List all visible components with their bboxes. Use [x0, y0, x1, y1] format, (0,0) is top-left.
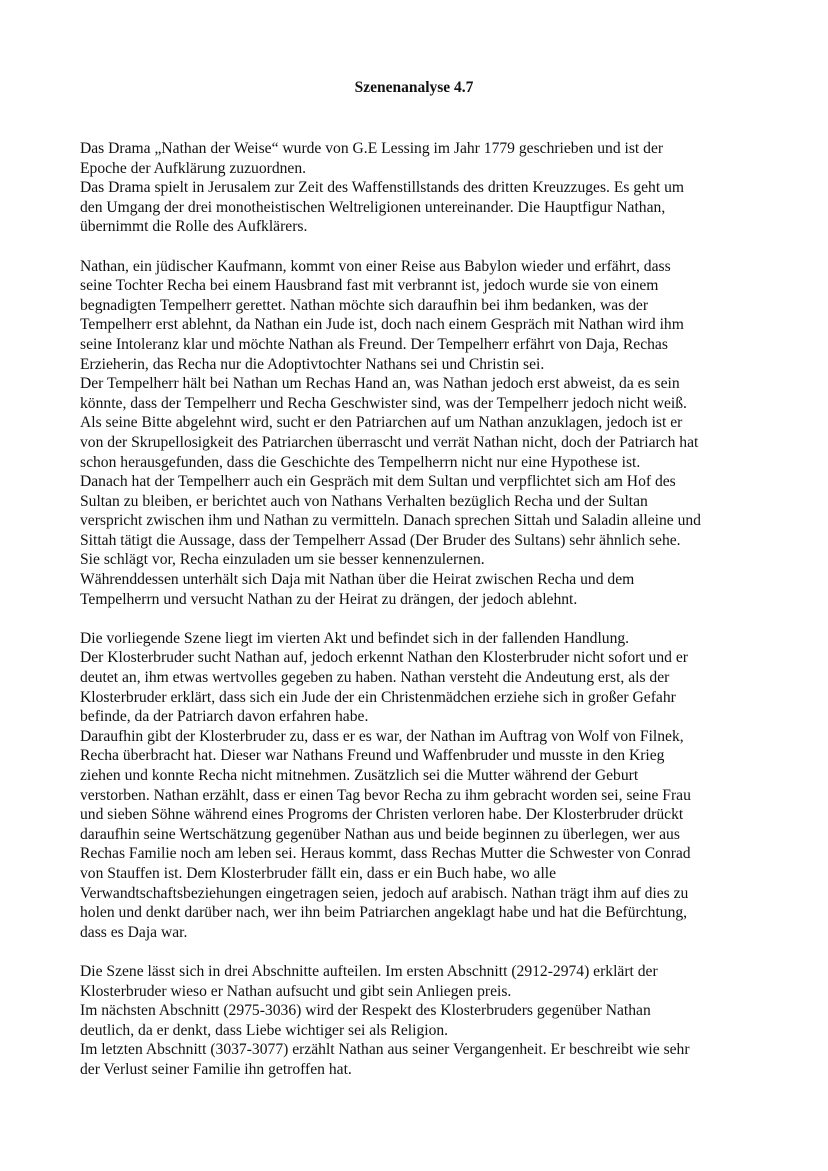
page-title: Szenenanalyse 4.7 [354, 79, 474, 96]
text-line: Klosterbruder erklärt, dass sich ein Jude der ein Christenmädchen erziehe sich in großer Gefahr [80, 688, 676, 706]
text-line: daraufhin seine Wertschätzung gegenüber Nathan aus und beide beginnen zu überlegen, wer aus [80, 825, 680, 843]
text-line: den Umgang der drei monotheistischen Weltreligionen untereinander. Die Hauptfigur Nathan, [80, 198, 666, 216]
paragraph-gap [80, 609, 750, 629]
paragraph [80, 962, 750, 1080]
text-line: Rechas Familie noch am leben sei. Heraus kommt, dass Rechas Mutter die Schwester von Conrad [80, 845, 691, 863]
text-line: deutlich, da er denkt, dass Liebe wichtiger sei als Religion. [80, 1021, 449, 1039]
text-line: und sieben Söhne während eines Progroms der Christen verloren habe. Der Klosterbruder drückt [80, 806, 684, 824]
text-line: seine Tochter Recha bei einem Hausbrand fast mit verbrannt ist, jedoch wurde sie von einem [80, 277, 659, 295]
text-line: Danach hat der Tempelherr auch ein Gespräch mit dem Sultan und verpflichtet sich am Hof des [80, 473, 676, 491]
text-line: Das Drama spielt in Jerusalem zur Zeit des Waffenstillstands des dritten Kreuzzuges. Es geht um [80, 179, 684, 197]
text-line: holen und denkt darüber nach, wer ihn beim Patriarchen angeklagt habe und hat die Befürchtung, [80, 904, 688, 922]
text-line: Währenddessen unterhält sich Daja mit Nathan über die Heirat zwischen Recha und dem [80, 571, 635, 589]
text-line: Der Klosterbruder sucht Nathan auf, jedoch erkennt Nathan den Klosterbruder nicht sofort und er [80, 649, 688, 667]
text-line: Erzieherin, das Recha nur die Adoptivtochter Nathans sei und Christin sei. [80, 355, 545, 373]
text-line: Tempelherrn und versucht Nathan zu der Heirat zu drängen, der jedoch ablehnt. [80, 590, 578, 608]
text-line: dass es Daja war. [80, 923, 188, 941]
text-line: seine Intoleranz klar und möchte Nathan als Freund. Der Tempelherr erfährt von Daja, Rechas [80, 335, 668, 353]
text-line: Das Drama „Nathan der Weise“ wurde von G.E Lessing im Jahr 1779 geschrieben und ist der [80, 140, 664, 157]
text-line: Nathan, ein jüdischer Kaufmann, kommt von einer Reise aus Babylon wieder und erfährt, dass [80, 257, 671, 275]
text-line: Klosterbruder wieso er Nathan aufsucht und gibt sein Anliegen preis. [80, 982, 512, 1000]
text-line: übernimmt die Rolle des Aufklärers. [80, 218, 308, 236]
document-body [80, 139, 750, 1080]
text-line: verspricht zwischen ihm und Nathan zu vermitteln. Danach sprechen Sittah und Saladin alleine und [80, 512, 701, 530]
text-line: Verwandtschaftsbeziehungen eingetragen seien, jedoch auf arabisch. Nathan trägt ihm auf dies zu [80, 884, 689, 902]
text-line: Tempelherr erst ablehnt, da Nathan ein Jude ist, doch nach einem Gespräch mit Nathan wird ihm [80, 316, 684, 334]
paragraph [80, 257, 750, 610]
text-line: Sultan zu bleiben, er berichtet auch von Nathans Verhalten bezüglich Recha und der Sultan [80, 492, 648, 510]
text-line: von Stauffen ist. Dem Klosterbruder fällt ein, dass er ein Buch habe, wo alle [80, 864, 557, 882]
text-line: Recha überbracht hat. Dieser war Nathans Freund und Waffenbruder und musste in den Krieg [80, 747, 665, 765]
text-line: Im nächsten Abschnitt (2975-3036) wird der Respekt des Klosterbruders gegenüber Nathan [80, 1002, 651, 1020]
text-line: begnadigten Tempelherr gerettet. Nathan möchte sich daraufhin bei ihm bedanken, was der [80, 296, 649, 314]
text-line: Sie schlägt vor, Recha einzuladen um sie besser kennenzulernen. [80, 551, 485, 569]
text-line: Die Szene lässt sich in drei Abschnitte aufteilen. Im ersten Abschnitt (2912-2974) erklärt der [80, 962, 658, 980]
paragraph [80, 629, 750, 943]
paragraph [80, 139, 750, 237]
text-line: Die vorliegende Szene liegt im vierten Akt und befindet sich in der fallenden Handlung. [80, 629, 630, 647]
paragraph-gap [80, 237, 750, 257]
text-line: der Verlust seiner Familie ihn getroffen hat. [80, 1060, 352, 1078]
text-line: befinde, da der Patriarch davon erfahren habe. [80, 708, 369, 726]
text-line: von der Skrupellosigkeit des Patriarchen überrascht und verrät Nathan nicht, doch der Patriarch hat [80, 433, 699, 451]
text-line: Epoche der Aufklärung zuzuordnen. [80, 159, 307, 177]
text-line: deutet an, ihm etwas wertvolles gegeben zu haben. Nathan versteht die Andeutung erst, als der [80, 669, 670, 687]
text-line: ziehen und konnte Recha nicht mitnehmen. Zusätzlich sei die Mutter während der Geburt [80, 767, 639, 784]
text-line: Daraufhin gibt der Klosterbruder zu, dass er es war, der Nathan im Auftrag von Wolf von Filnek, [80, 727, 684, 745]
text-line: verstorben. Nathan erzählt, dass er einen Tag bevor Recha zu ihm gebracht worden sei, seine Frau [80, 786, 691, 804]
text-line: schon herausgefunden, dass die Geschichte des Tempelherrn nicht nur eine Hypothese ist. [80, 453, 641, 471]
paragraph-gap [80, 942, 750, 962]
text-line: Im letzten Abschnitt (3037-3077) erzählt Nathan aus seiner Vergangenheit. Er beschreibt wie sehr [80, 1041, 690, 1059]
text-line: könnte, dass der Tempelherr und Recha Geschwister sind, was der Tempelherr jedoch nicht weiß. [80, 394, 687, 412]
text-line: Als seine Bitte abgelehnt wird, sucht er den Patriarchen auf um Nathan anzuklagen, jedoch ist er [80, 414, 683, 432]
text-line: Sittah tätigt die Aussage, dass der Tempelherr Assad (Der Bruder des Sultans) sehr ähnlich sehe. [80, 531, 681, 549]
text-line: Der Tempelherr hält bei Nathan um Rechas Hand an, was Nathan jedoch erst abweist, da es sein [80, 375, 680, 393]
